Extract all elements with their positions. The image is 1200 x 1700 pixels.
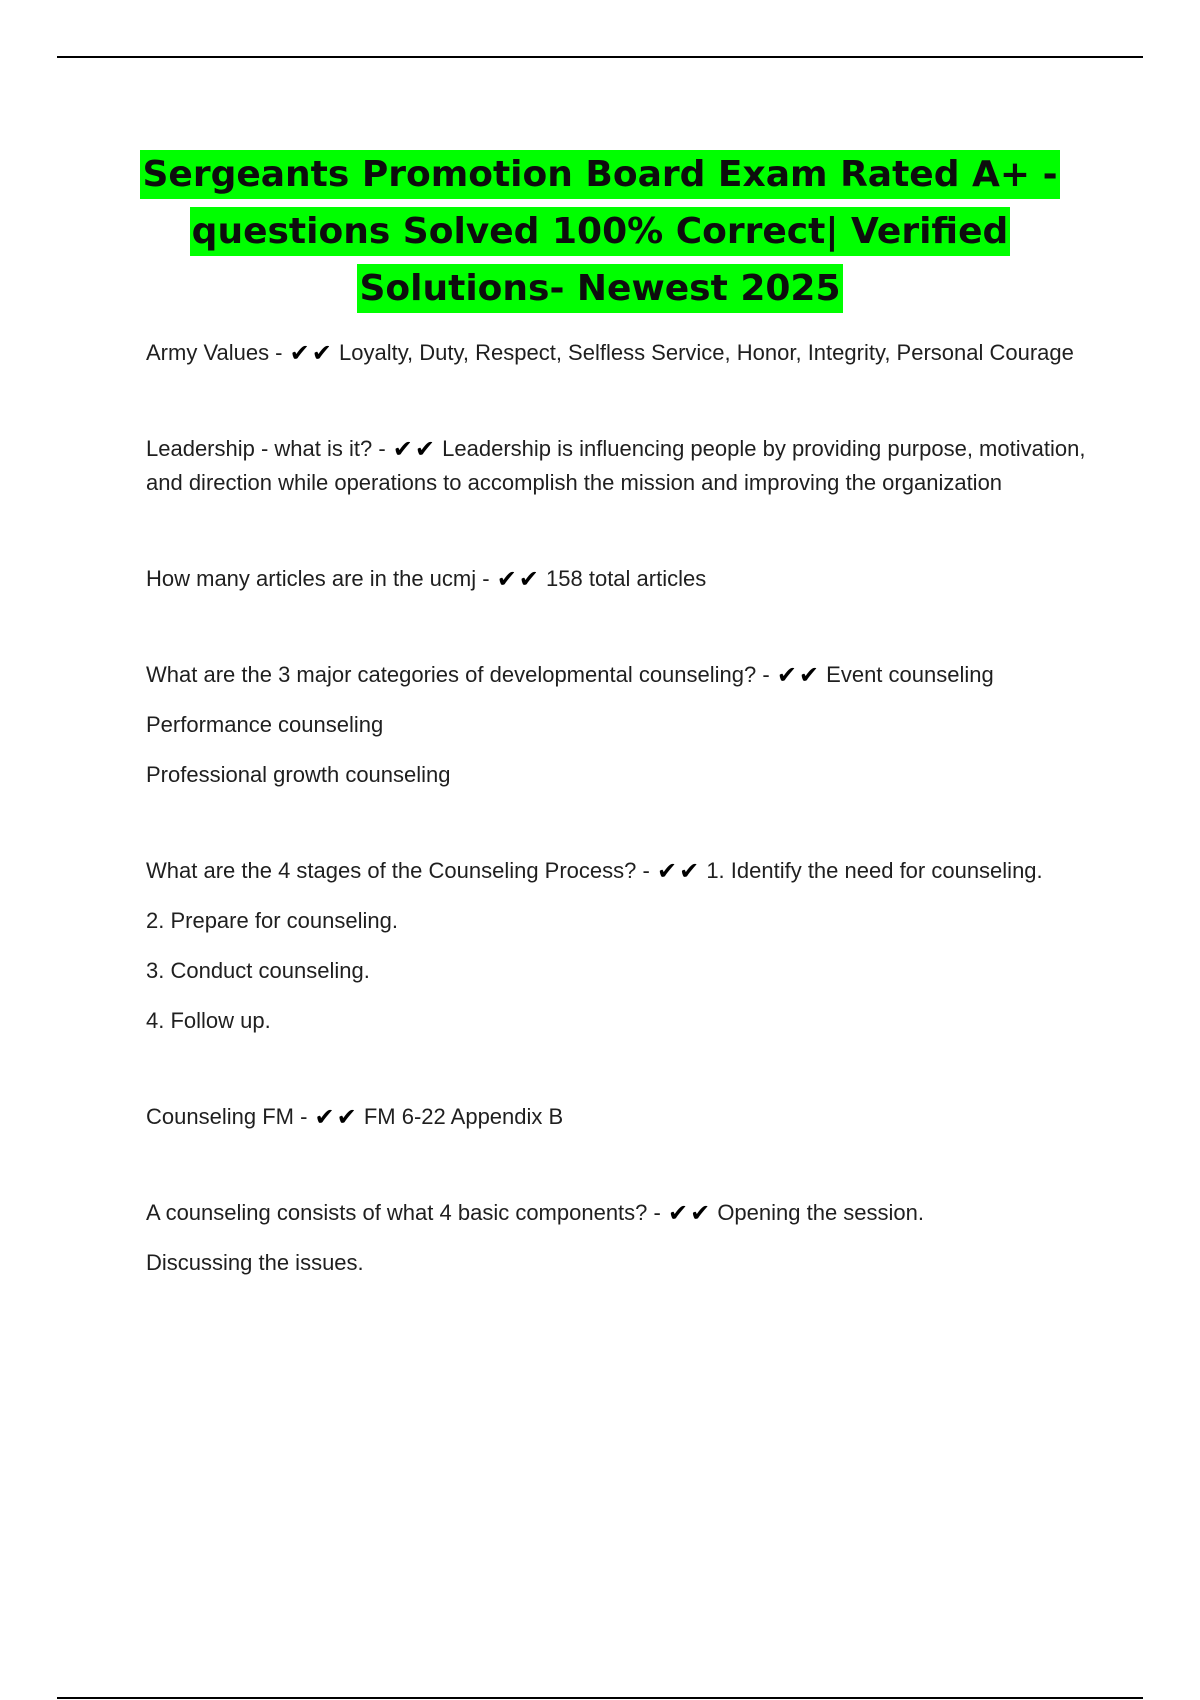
qa-item xyxy=(146,562,1096,596)
question-text: What are the 4 stages of the Counseling Process? - xyxy=(146,858,650,883)
answer-text: Opening the session. xyxy=(717,1200,925,1225)
question-text: What are the 3 major categories of developmental counseling? - xyxy=(146,662,770,687)
check-icon: ✔ xyxy=(496,566,517,593)
check-icon: ✔ xyxy=(414,436,436,463)
answer-continuation: Discussing the issues. xyxy=(146,1250,364,1275)
question-text: How many articles are in the ucmj - xyxy=(146,566,490,591)
qa-item xyxy=(146,432,1096,500)
answer-text: 158 total articles xyxy=(546,566,707,591)
question-text: Counseling FM - xyxy=(146,1104,308,1129)
answer-continuation: Professional growth counseling xyxy=(146,762,451,787)
answer-text: Loyalty, Duty, Respect, Selfless Service, Honor, Integrity, Personal Courage xyxy=(338,340,1074,365)
check-icon: ✔ xyxy=(518,566,539,593)
qa-content xyxy=(146,336,1096,1280)
qa-item xyxy=(146,854,1096,1038)
answer-text: 1. Identify the need for counseling. xyxy=(706,858,1043,883)
check-icon: ✔ xyxy=(311,340,332,367)
qa-item xyxy=(146,336,1096,370)
question-text: Leadership - what is it? - xyxy=(146,436,386,461)
check-icon: ✔ xyxy=(798,662,820,689)
check-icon: ✔ xyxy=(289,340,310,367)
answer-text: FM 6-22 Appendix B xyxy=(363,1104,564,1129)
answer-text: Event counseling xyxy=(826,662,994,687)
check-icon: ✔ xyxy=(776,662,797,689)
answer-continuation: 2. Prepare for counseling. xyxy=(146,908,398,933)
answer-continuation: Performance counseling xyxy=(146,712,384,737)
qa-item xyxy=(146,658,1096,792)
check-icon: ✔ xyxy=(336,1104,357,1131)
check-icon: ✔ xyxy=(667,1200,689,1227)
document-title xyxy=(100,146,1100,317)
check-icon: ✔ xyxy=(314,1104,335,1131)
top-rule xyxy=(57,56,1143,58)
qa-item xyxy=(146,1196,1096,1280)
question-text: Army Values - xyxy=(146,340,283,365)
question-text: A counseling consists of what 4 basic components? - xyxy=(146,1200,661,1225)
answer-continuation: 4. Follow up. xyxy=(146,1008,271,1033)
check-icon: ✔ xyxy=(679,858,700,885)
title-highlight: Sergeants Promotion Board Exam Rated A+ - questions Solved 100% Correct| Verified Solutions- Newest 2025 xyxy=(140,150,1059,313)
check-icon: ✔ xyxy=(690,1200,711,1227)
answer-continuation: 3. Conduct counseling. xyxy=(146,958,370,983)
check-icon: ✔ xyxy=(392,436,413,463)
answer-text: Leadership is influencing people by providing purpose, motivation, and direction while operations to accomplish the mission and improving the organization xyxy=(146,436,1086,495)
qa-item xyxy=(146,1100,1096,1134)
bottom-rule xyxy=(57,1697,1143,1699)
check-icon: ✔ xyxy=(656,858,678,885)
